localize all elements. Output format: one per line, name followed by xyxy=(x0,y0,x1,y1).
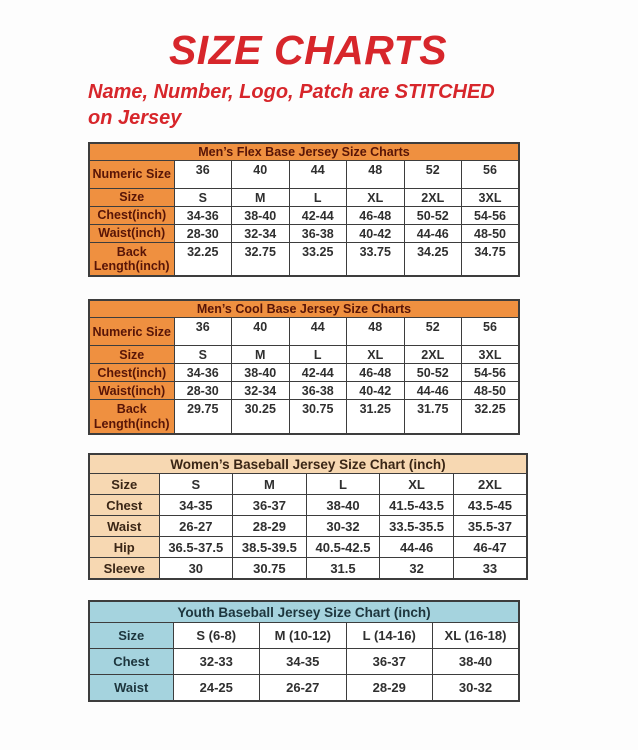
size-cell: M xyxy=(232,346,290,364)
table-row xyxy=(89,474,527,495)
size-cell: 38.5-39.5 xyxy=(233,537,307,558)
size-cell: 54-56 xyxy=(462,364,520,382)
size-cell: 44-46 xyxy=(380,537,454,558)
size-cell: XL (16-18) xyxy=(433,623,520,649)
size-cell: 40 xyxy=(232,160,290,188)
size-cell: 33.25 xyxy=(289,242,347,276)
size-cell: 34-35 xyxy=(260,649,347,675)
size-cell: XL xyxy=(380,474,454,495)
size-cell: 29.75 xyxy=(174,400,232,434)
table-row xyxy=(89,623,519,649)
size-cell: 38-40 xyxy=(306,495,380,516)
row-label: Chest xyxy=(89,495,159,516)
row-label: Size xyxy=(89,188,174,206)
size-cell: 46-47 xyxy=(453,537,527,558)
size-cell: 36 xyxy=(174,160,232,188)
table-row xyxy=(89,318,519,346)
size-cell: 28-29 xyxy=(346,675,433,701)
size-cell: 2XL xyxy=(404,188,462,206)
size-cell: 34.75 xyxy=(462,242,520,276)
size-cell: 2XL xyxy=(453,474,527,495)
table-section-womens-baseball xyxy=(88,453,528,580)
size-cell: 30 xyxy=(159,558,233,579)
size-cell: S xyxy=(174,188,232,206)
size-cell: 28-29 xyxy=(233,516,307,537)
table-row xyxy=(89,558,527,579)
table-title-row xyxy=(89,143,519,161)
size-cell: 56 xyxy=(462,160,520,188)
size-cell: 48-50 xyxy=(462,382,520,400)
size-cell: 38-40 xyxy=(232,206,290,224)
table-row xyxy=(89,242,519,276)
size-cell: 41.5-43.5 xyxy=(380,495,454,516)
table-title-row xyxy=(89,300,519,318)
size-cell: 36 xyxy=(174,318,232,346)
table-row xyxy=(89,382,519,400)
size-cell: 35.5-37 xyxy=(453,516,527,537)
size-cell: 36-38 xyxy=(289,224,347,242)
size-cell: 54-56 xyxy=(462,206,520,224)
size-cell: 34-36 xyxy=(174,206,232,224)
table-row xyxy=(89,675,519,701)
table-row xyxy=(89,649,519,675)
size-table-mens-cool-base xyxy=(88,299,520,435)
size-cell: 30-32 xyxy=(433,675,520,701)
size-cell: 31.25 xyxy=(347,400,405,434)
size-cell: 38-40 xyxy=(232,364,290,382)
size-cell: S (6-8) xyxy=(173,623,260,649)
row-label: Waist(inch) xyxy=(89,224,174,242)
size-cell: 32 xyxy=(380,558,454,579)
row-label: Numeric Size xyxy=(89,160,174,188)
size-cell: 28-30 xyxy=(174,382,232,400)
table-section-youth-baseball xyxy=(88,600,528,702)
size-cell: 24-25 xyxy=(173,675,260,701)
size-cell: 32.25 xyxy=(174,242,232,276)
size-cell: 44 xyxy=(289,160,347,188)
row-label: Size xyxy=(89,346,174,364)
row-label: Chest(inch) xyxy=(89,364,174,382)
size-cell: 30.75 xyxy=(289,400,347,434)
size-cell: 50-52 xyxy=(404,206,462,224)
table-title: Men’s Cool Base Jersey Size Charts xyxy=(89,300,519,318)
size-cell: 40-42 xyxy=(347,224,405,242)
table-row xyxy=(89,495,527,516)
size-cell: 31.75 xyxy=(404,400,462,434)
row-label: Waist xyxy=(89,675,173,701)
row-label: Back Length(inch) xyxy=(89,242,174,276)
table-row xyxy=(89,206,519,224)
row-label: Size xyxy=(89,623,173,649)
size-table-youth-baseball xyxy=(88,600,520,702)
row-label: Chest xyxy=(89,649,173,675)
size-cell: 56 xyxy=(462,318,520,346)
page-subtitle-line1: Name, Number, Logo, Patch are STITCHED xyxy=(88,81,495,104)
size-cell: S xyxy=(174,346,232,364)
size-cell: 44 xyxy=(289,318,347,346)
size-cell: 52 xyxy=(404,160,462,188)
table-section-mens-flex-base xyxy=(88,142,528,278)
size-cell: L xyxy=(289,188,347,206)
table-title: Women’s Baseball Jersey Size Chart (inch) xyxy=(89,454,527,474)
size-cell: 40.5-42.5 xyxy=(306,537,380,558)
row-label: Hip xyxy=(89,537,159,558)
row-label: Chest(inch) xyxy=(89,206,174,224)
size-table-mens-flex-base xyxy=(88,142,520,278)
size-cell: 50-52 xyxy=(404,364,462,382)
size-cell: 3XL xyxy=(462,346,520,364)
table-section-mens-cool-base xyxy=(88,299,528,435)
size-cell: 44-46 xyxy=(404,382,462,400)
table-row xyxy=(89,516,527,537)
size-cell: 36.5-37.5 xyxy=(159,537,233,558)
size-cell: XL xyxy=(347,188,405,206)
row-label: Numeric Size xyxy=(89,318,174,346)
size-cell: 48 xyxy=(347,318,405,346)
table-row xyxy=(89,224,519,242)
size-cell: 42-44 xyxy=(289,206,347,224)
size-cell: 40 xyxy=(232,318,290,346)
size-table-womens-baseball xyxy=(88,453,528,580)
row-label: Waist(inch) xyxy=(89,382,174,400)
size-cell: 32-34 xyxy=(232,382,290,400)
size-cell: M xyxy=(232,188,290,206)
size-cell: 36-38 xyxy=(289,382,347,400)
table-row xyxy=(89,160,519,188)
size-cell: L (14-16) xyxy=(346,623,433,649)
table-title-row xyxy=(89,601,519,623)
table-title: Men’s Flex Base Jersey Size Charts xyxy=(89,143,519,161)
size-cell: 28-30 xyxy=(174,224,232,242)
size-cell: 34-35 xyxy=(159,495,233,516)
size-cell: 48 xyxy=(347,160,405,188)
size-cell: 48-50 xyxy=(462,224,520,242)
page-subtitle xyxy=(88,79,528,132)
table-title: Youth Baseball Jersey Size Chart (inch) xyxy=(89,601,519,623)
page-subtitle-line2: on Jersey xyxy=(88,107,182,130)
size-cell: 42-44 xyxy=(289,364,347,382)
size-cell: 32.75 xyxy=(232,242,290,276)
size-cell: 52 xyxy=(404,318,462,346)
size-cell: 36-37 xyxy=(233,495,307,516)
size-cell: 46-48 xyxy=(347,364,405,382)
size-cell: M xyxy=(233,474,307,495)
row-label: Back Length(inch) xyxy=(89,400,174,434)
size-cell: 33.75 xyxy=(347,242,405,276)
size-cell: 44-46 xyxy=(404,224,462,242)
size-cell: L xyxy=(289,346,347,364)
table-title-row xyxy=(89,454,527,474)
size-cell: M (10-12) xyxy=(260,623,347,649)
size-cell: S xyxy=(159,474,233,495)
size-cell: 26-27 xyxy=(260,675,347,701)
size-charts-page xyxy=(88,28,528,702)
row-label: Size xyxy=(89,474,159,495)
size-cell: 38-40 xyxy=(433,649,520,675)
size-cell: XL xyxy=(347,346,405,364)
size-cell: 32-33 xyxy=(173,649,260,675)
size-cell: 43.5-45 xyxy=(453,495,527,516)
size-cell: 26-27 xyxy=(159,516,233,537)
size-cell: 34.25 xyxy=(404,242,462,276)
table-row xyxy=(89,188,519,206)
size-cell: 40-42 xyxy=(347,382,405,400)
size-cell: 32-34 xyxy=(232,224,290,242)
table-row xyxy=(89,364,519,382)
size-cell: 30.25 xyxy=(232,400,290,434)
size-cell: 46-48 xyxy=(347,206,405,224)
table-row xyxy=(89,346,519,364)
size-cell: 36-37 xyxy=(346,649,433,675)
size-cell: 30-32 xyxy=(306,516,380,537)
size-cell: 33.5-35.5 xyxy=(380,516,454,537)
size-cell: 33 xyxy=(453,558,527,579)
size-cell: 2XL xyxy=(404,346,462,364)
size-cell: L xyxy=(306,474,380,495)
size-cell: 30.75 xyxy=(233,558,307,579)
table-row xyxy=(89,537,527,558)
size-cell: 34-36 xyxy=(174,364,232,382)
size-cell: 3XL xyxy=(462,188,520,206)
size-cell: 32.25 xyxy=(462,400,520,434)
row-label: Waist xyxy=(89,516,159,537)
page-title: SIZE CHARTS xyxy=(168,27,448,73)
row-label: Sleeve xyxy=(89,558,159,579)
table-row xyxy=(89,400,519,434)
size-cell: 31.5 xyxy=(306,558,380,579)
